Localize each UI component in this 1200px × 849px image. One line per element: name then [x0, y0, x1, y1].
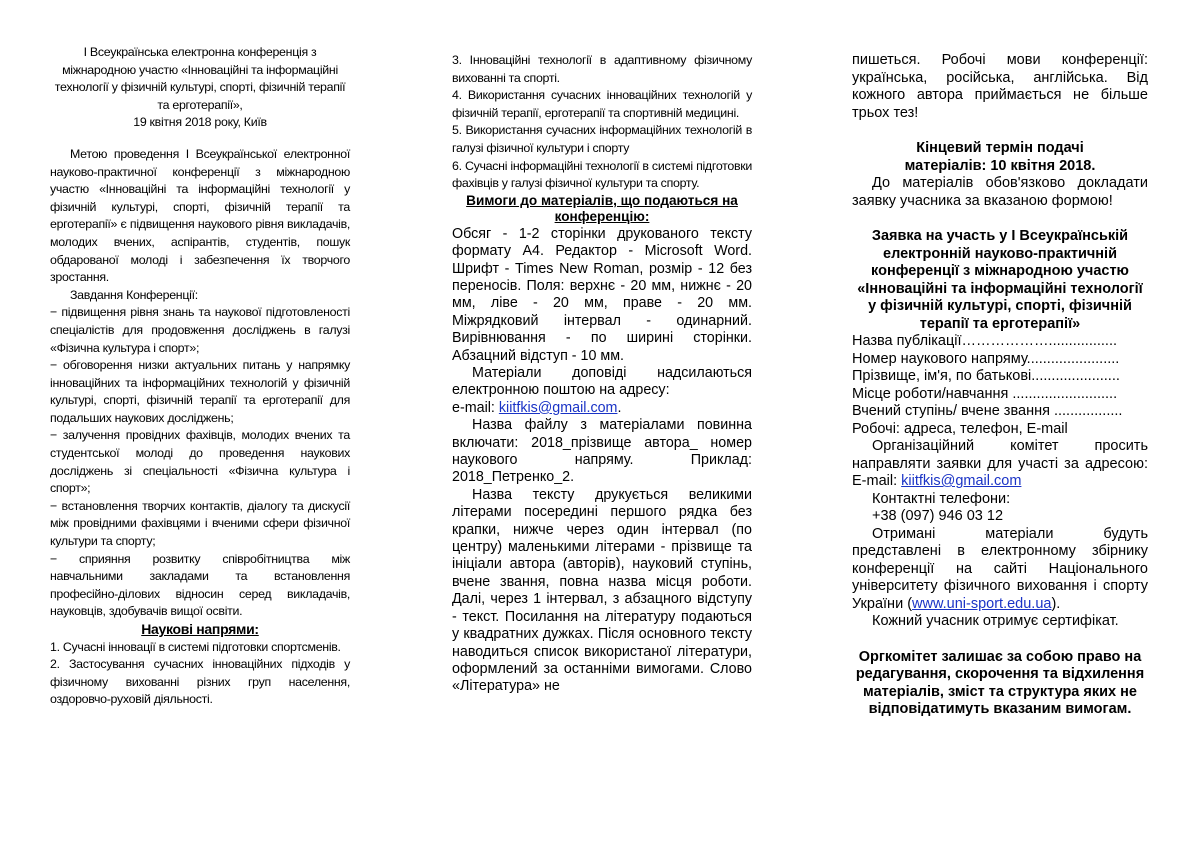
application-form-heading: Заявка на участь у I Всеукраїнській електронній науково-практичній конференції з міжнародною участю «Інноваційні та інформаційні технології у фізичній культурі, спорті, фізичній терапії та ерготерапії»	[857, 228, 1143, 332]
task-item: − встановлення творчих контактів, діалогу та дискусії між провідними фахівцями і вченими сфери фізичної культури та спорту;	[50, 498, 350, 549]
direction-item: 1. Сучасні інновації в системі підготовки спортсменів.	[50, 639, 341, 654]
task-item: − залучення провідних фахівців, молодих вчених та студентської молоді до проведення наукових досліджень зі спеціальності «Фізична культура і спорт»;	[50, 428, 350, 496]
direction-item: 3. Інноваційні технології в адаптивному фізичному вихованні та спорті.	[452, 53, 752, 85]
requirements-heading: Вимоги до матеріалів, що подаються на конференцію:	[466, 192, 738, 225]
conference-header: I Всеукраїнська електронна конференція з міжнародною участю «Інноваційні та інформаційні технології у фізичній культурі, спорті, фізичній терапії та ерготерапії»,	[54, 45, 346, 112]
filename-requirements: Назва файлу з матеріалами повинна включати: 2018_прізвище автора_ номер наукового напряму. Приклад: 2018_Петренко_2.	[452, 417, 752, 486]
committee-text: Організаційний комітет просить направляти заявки для участі за адресою: E-mail: kiitfkis@gmail.com	[852, 438, 1148, 489]
form-field: Робочі: адреса, телефон, E-mail	[852, 420, 1068, 437]
final-note: Оргкомітет залишає за собою право на редагування, скорочення та відхилення матеріалів, зміст та структура яких не відповідатимуть вказаним вимогам.	[855, 648, 1145, 717]
conference-date: 19 квітня 2018 року, Київ	[133, 115, 267, 130]
form-field: Місце роботи/навчання ..........................	[852, 385, 1118, 402]
application-note: До матеріалів обов'язково докладати заявку учасника за вказаною формою!	[852, 175, 1148, 209]
send-instructions: Матеріали доповіді надсилаються електронною поштою на адресу:	[452, 365, 752, 399]
form-field: Вчений ступінь/ вчене звання .................	[852, 403, 1123, 419]
right-column	[852, 52, 1148, 719]
application-form-fields	[852, 333, 1148, 438]
direction-item: 2. Застосування сучасних інноваційних підходів у фізичному вихованні різних груп населення, оздоровчо-руховій діяльності.	[50, 657, 350, 707]
contacts-label: Контактні телефони:	[872, 490, 1011, 507]
form-field: Номер наукового напряму.......................	[852, 350, 1120, 367]
left-column	[50, 44, 350, 709]
conference-goal: Метою проведення I Всеукраїнської електронної науково-практичної конференції з міжнародною участю «Інноваційні та інформаційні технології у фізичній культурі, спорті, фізичній терапії та ерготерапії» є підвищення наукового рівня викладачів, молодих вчених, аспірантів, студентів, пошук обдарованої молоді і забезпечення їх творчого зростання.	[50, 146, 350, 285]
site-link[interactable]: www.uni-sport.edu.ua	[912, 595, 1052, 612]
direction-item: 5. Використання сучасних інформаційних технологій в галузі фізичної культури і спорту	[452, 123, 752, 155]
email-line: e-mail: kiitfkis@gmail.com.	[452, 399, 622, 416]
certificate-text: Кожний учасник отримує сертифікат.	[872, 613, 1119, 629]
format-requirements: Обсяг - 1-2 сторінки друкованого тексту формату А4. Редактор - Microsoft Word. Шрифт - Times New Roman, розмір - 12 без переносів. Поля: верхнє - 20 мм, нижнє - 20 мм, ліве - 20 мм, праве - 20 мм. Міжрядковий інтервал - одинарний. Вирівнювання - по ширині сторінки. Абзацний відступ - 10 мм.	[452, 225, 752, 364]
directions-heading: Наукові напрями:	[141, 621, 259, 637]
contact-phone: +38 (097) 946 03 12	[872, 508, 1004, 524]
tasks-heading: Завдання Конференції:	[70, 287, 198, 302]
task-item: − обговорення низки актуальних питань у напрямку інноваційних та інформаційних технологій у фізичній культурі, спорті, фізичній терапії та ерготерапії для подальших наукових досліджень;	[50, 358, 350, 425]
languages-text: пишеться. Робочі мови конференції: українська, російська, англійська. Від кожного автора приймається не більше трьох тез!	[852, 52, 1148, 121]
task-item: − сприяння розвитку співробітництва між навчальними закладами та встановлення професійно-ділових відносин серед викладачів, науковців, здобувачів вищої освіти.	[50, 551, 350, 619]
publication-text: Отримані матеріали будуть представлені в електронному збірнику конференції на сайті Національного університету фізичного виховання і спорту України (www.uni-sport.edu.ua).	[852, 525, 1148, 612]
direction-item: 4. Використання сучасних інноваційних технологій у фізичній терапії, ерготерапії та спортивній медицині.	[452, 88, 752, 120]
form-field: Назва публікації……………….................	[852, 333, 1118, 349]
deadline-text: Кінцевий термін подачі матеріалів: 10 квітня 2018.	[904, 140, 1096, 174]
form-field: Прізвище, ім'я, по батькові......................	[852, 368, 1120, 384]
direction-item: 6. Сучасні інформаційні технології в системі підготовки фахівців у галузі фізичної культури та спорту.	[452, 158, 752, 191]
email-link[interactable]: kiitfkis@gmail.com	[498, 399, 618, 416]
committee-email-link[interactable]: kiitfkis@gmail.com	[901, 473, 1022, 489]
title-requirements: Назва тексту друкується великими літерами посередині першого рядка без крапки, нижче через один інтервал (по центру) маленькими літерами - прізвище та ініціали автора (авторів), науковий ступінь, вчене звання, повна назва місця роботи. Далі, через 1 інтервал, з абзацного відступу - текст. Посилання на літературу подаються у квадратних дужках. Після основного тексту наводиться список використаної літератури, оформлений за останніми вимогами. Слово «Література» не	[452, 486, 752, 695]
middle-column	[452, 52, 752, 696]
task-item: − підвищення рівня знань та наукової підготовленості спеціалістів для продовження досліджень в галузі «Фізична культура і спорт»;	[50, 305, 350, 355]
